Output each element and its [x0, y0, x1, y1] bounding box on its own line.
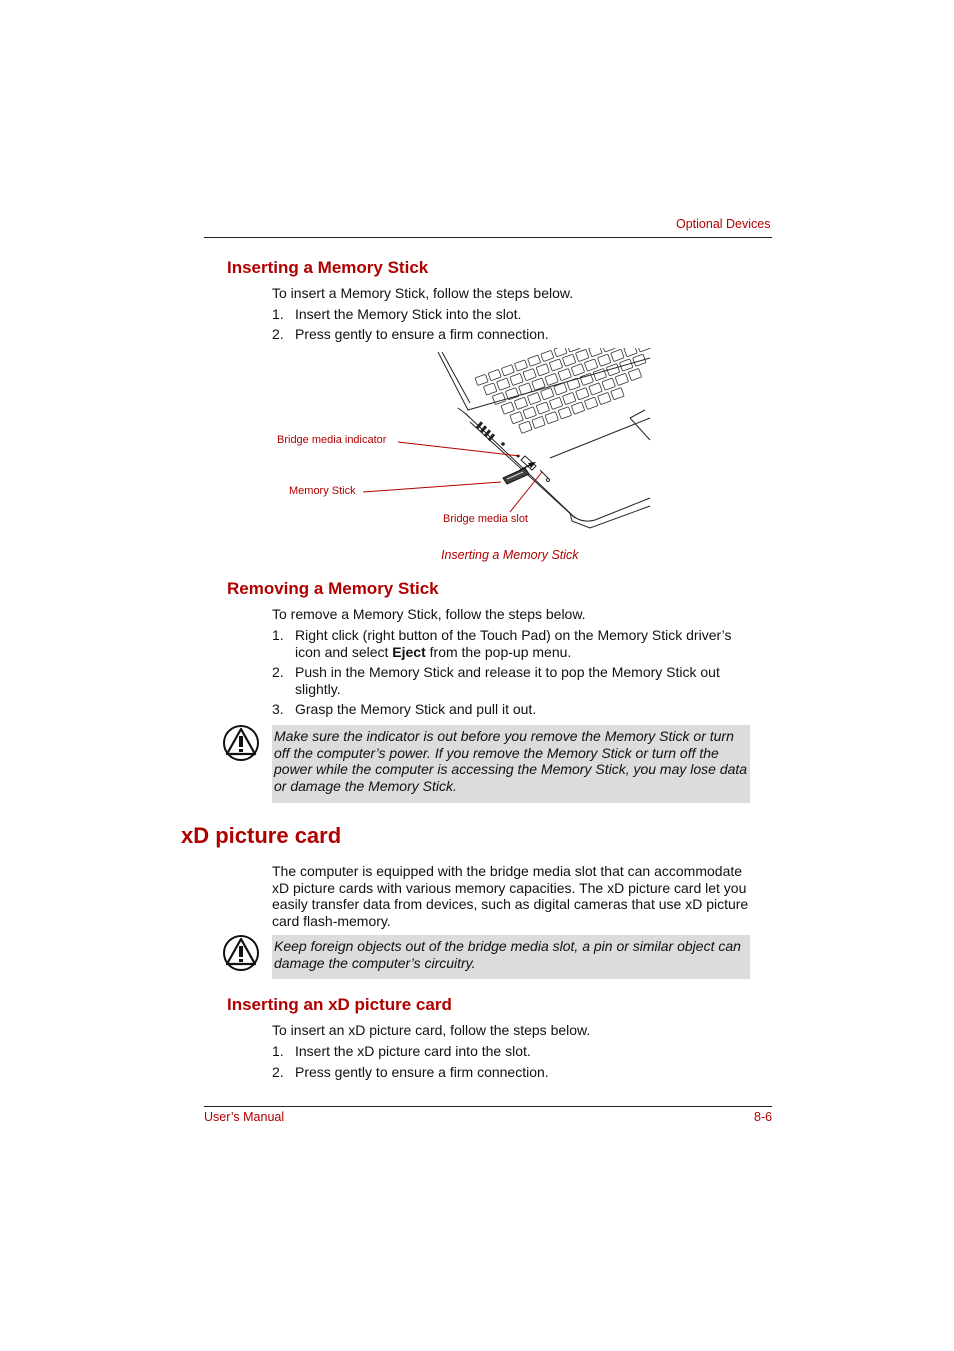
- page-number: 8-6: [754, 1110, 773, 1124]
- callout-bridge-media-slot: Bridge media slot: [443, 513, 528, 525]
- caution-icon: [222, 724, 260, 762]
- header-rule: [204, 237, 772, 238]
- figure-caption: Inserting a Memory Stick: [441, 548, 579, 562]
- list-item: 2. Press gently to ensure a firm connection.: [272, 1064, 549, 1080]
- list-item: 1. Right click (right button of the Touch Pad) on the Memory Stick driver’s icon and select Eject from the pop-up menu.: [272, 627, 732, 660]
- caution-icon: [222, 934, 260, 972]
- inserting-xd-intro: To insert an xD picture card, follow the steps below.: [272, 1022, 591, 1038]
- removing-ms-intro: To remove a Memory Stick, follow the steps below.: [272, 606, 586, 622]
- list-item: 1. Insert the xD picture card into the slot.: [272, 1043, 531, 1059]
- footer-manual-title: User’s Manual: [204, 1110, 285, 1124]
- list-item: 3. Grasp the Memory Stick and pull it out.: [272, 701, 537, 717]
- heading-inserting-memory-stick: Inserting a Memory Stick: [227, 258, 429, 277]
- caution-note: Make sure the indicator is out before you remove the Memory Stick or turn off the computer’s power. If you remove the Memory Stick or turn off the power while the computer is accessing the Memory Stick, you may lose data or damage the Memory Stick.: [272, 725, 750, 803]
- heading-removing-memory-stick: Removing a Memory Stick: [227, 579, 439, 598]
- callout-bridge-media-indicator: Bridge media indicator: [277, 434, 387, 446]
- inserting-ms-intro: To insert a Memory Stick, follow the steps below.: [272, 285, 574, 301]
- heading-inserting-xd-card: Inserting an xD picture card: [227, 995, 452, 1014]
- list-item: 2. Press gently to ensure a firm connection.: [272, 326, 549, 342]
- xd-intro-paragraph: The computer is equipped with the bridge media slot that can accommodate xD picture cards with various memory capacities. The xD picture card let you easily transfer data from devices, such as digital cameras that use xD picture card flash-memory.: [272, 863, 749, 929]
- list-item: 2. Push in the Memory Stick and release it to pop the Memory Stick out slightly.: [272, 664, 720, 697]
- footer-rule: [204, 1106, 772, 1107]
- heading-xd-picture-card: xD picture card: [181, 823, 342, 848]
- list-item: 1. Insert the Memory Stick into the slot.: [272, 306, 522, 322]
- running-header: Optional Devices: [676, 217, 771, 231]
- caution-note: Keep foreign objects out of the bridge media slot, a pin or similar object can damage the computer’s circuitry.: [272, 935, 750, 979]
- callout-memory-stick: Memory Stick: [289, 485, 356, 497]
